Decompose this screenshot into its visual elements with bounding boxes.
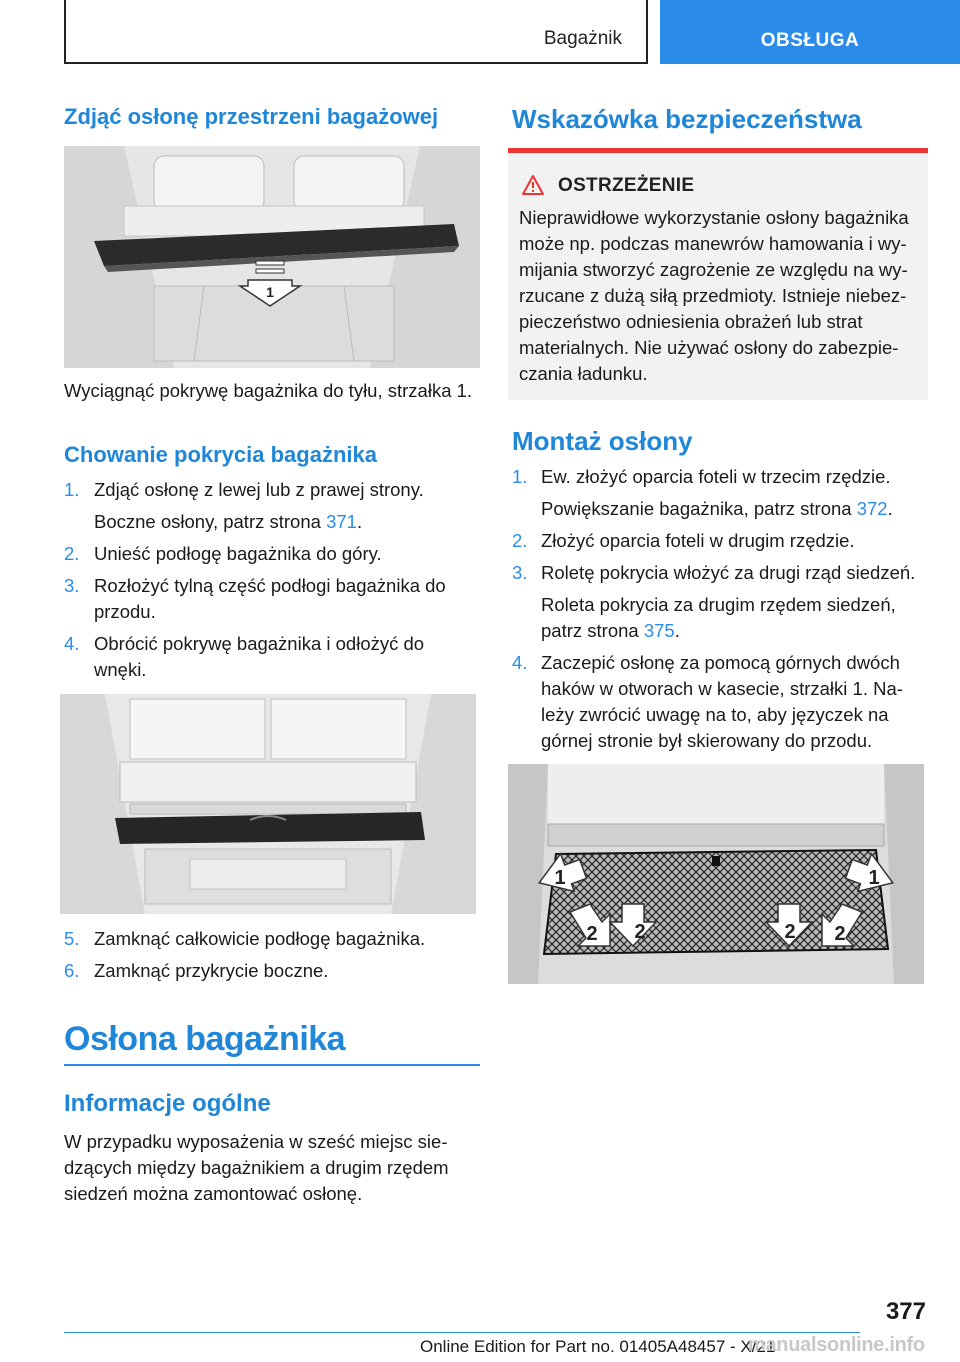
- step-text: Złożyć oparcia foteli w drugim rzędzie.: [541, 530, 855, 551]
- step-number: 6.: [64, 960, 80, 981]
- info-line: siedzeń można zamontować osłonę.: [64, 1183, 363, 1204]
- step-text: Rozłożyć tylną część podłogi bagażnika do: [94, 575, 446, 596]
- heading-install: Montaż osłony: [512, 426, 693, 456]
- page-link-375[interactable]: 375: [643, 620, 675, 641]
- warning-line: materialnych. Nie używać osłony do zabezpie-: [519, 337, 899, 358]
- warning-line: może np. podczas manewrów hamowania i wy-: [519, 233, 907, 254]
- figure-label: 2: [784, 921, 796, 943]
- step-number: 2.: [512, 530, 528, 551]
- step-text: Ew. złożyć oparcia foteli w trzecim rzędzie.: [541, 466, 891, 487]
- footer-watermark: manualsonline.info: [748, 1334, 925, 1356]
- title-rule: [64, 1064, 480, 1066]
- footer-edition: Online Edition for Part no. 01405A48457 - X/21: [420, 1337, 776, 1356]
- step-number: 5.: [64, 928, 80, 949]
- warning-line: rzucane z dużą siłą przedmioty. Istnieje niebez-: [519, 285, 907, 306]
- step-subtext: Roleta pokrycia za drugim rzędem siedzeń,: [541, 594, 896, 615]
- step-number: 2.: [64, 543, 80, 564]
- step-text: Zamknąć całkowicie podłogę bagażnika.: [94, 928, 426, 949]
- warning-line: mijania stworzyć zagrożenie ze względu na wy-: [519, 259, 908, 280]
- step-text: Unieść podłogę bagażnika do góry.: [94, 543, 382, 564]
- step-text: Zdjąć osłonę z lewej lub z prawej strony.: [94, 479, 424, 500]
- step-number: 1.: [512, 466, 528, 487]
- step-text: Zaczepić osłonę za pomocą górnych dwóch: [541, 652, 900, 673]
- step-subtext: Powiększanie bagażnika, patrz strona 372.: [541, 498, 893, 519]
- step-text-cont: wnęki.: [94, 659, 147, 680]
- figure-trunk-cover-pull: [64, 146, 480, 368]
- step-number: 1.: [64, 479, 80, 500]
- info-line: dzących między bagażnikiem a drugim rzędem: [64, 1157, 449, 1178]
- warning-box: [508, 148, 928, 400]
- header-box: [64, 0, 648, 64]
- warning-title: OSTRZEŻENIE: [558, 175, 695, 196]
- heading-stow-cover: Chowanie pokrycia bagażnika: [64, 442, 377, 467]
- step-text: Obrócić pokrywę bagażnika i odłożyć do: [94, 633, 425, 654]
- footer-rule: [64, 1332, 860, 1333]
- figure-net-mounting: [508, 764, 924, 984]
- figure-label: 2: [586, 923, 598, 945]
- step-text-cont: leży zwrócić uwagę na to, aby języczek na: [541, 704, 889, 725]
- page-link-372[interactable]: 372: [856, 498, 888, 519]
- figure-label: 2: [834, 923, 846, 945]
- warning-line: Nieprawidłowe wykorzystanie osłony bagażnika: [519, 207, 909, 228]
- step-number: 3.: [64, 575, 80, 596]
- step-text-cont: przodu.: [94, 601, 156, 622]
- step-number: 4.: [64, 633, 80, 654]
- step-text: Roletę pokrycia włożyć za drugi rząd siedzeń.: [541, 562, 916, 583]
- figure-trunk-floor-stow: [60, 694, 476, 914]
- step-subtext: patrz strona 375.: [541, 620, 680, 641]
- warning-line: czania ładunku.: [519, 363, 648, 384]
- page-number: 377: [885, 1298, 926, 1325]
- step-number: 4.: [512, 652, 528, 673]
- heading-general-info: Informacje ogólne: [64, 1090, 271, 1117]
- heading-safety: Wskazówka bezpieczeństwa: [512, 104, 862, 134]
- section-title: Osłona bagażnika: [64, 1020, 346, 1058]
- figure-label: 2: [634, 921, 646, 943]
- step-text-cont: haków w otworach w kasecie, strzałki 1. Na-: [541, 678, 903, 699]
- warning-line: pieczeństwo odniesienia obrażeń lub strat: [519, 311, 863, 332]
- header-chapter: OBSŁUGA: [660, 0, 960, 64]
- heading-remove-cover: Zdjąć osłonę przestrzeni bagażowej: [64, 104, 439, 129]
- step-number: 3.: [512, 562, 528, 583]
- caption-pull-cover: Wyciągnąć pokrywę bagażnika do tyłu, strzałka 1.: [64, 380, 473, 401]
- warning-triangle-icon: [522, 175, 544, 195]
- header-section: Bagażnik: [543, 28, 622, 49]
- info-line: W przypadku wyposażenia w sześć miejsc sie-: [64, 1131, 448, 1152]
- step-text: Zamknąć przykrycie boczne.: [94, 960, 329, 981]
- page-link-371[interactable]: 371: [326, 511, 357, 532]
- figure-label: 1: [266, 284, 274, 300]
- step-text-cont: górnej stronie był skierowany do przodu.: [541, 730, 873, 751]
- figure-label: 1: [868, 867, 880, 889]
- step-subtext: Boczne osłony, patrz strona 371.: [94, 511, 363, 532]
- figure-label: 1: [554, 867, 566, 889]
